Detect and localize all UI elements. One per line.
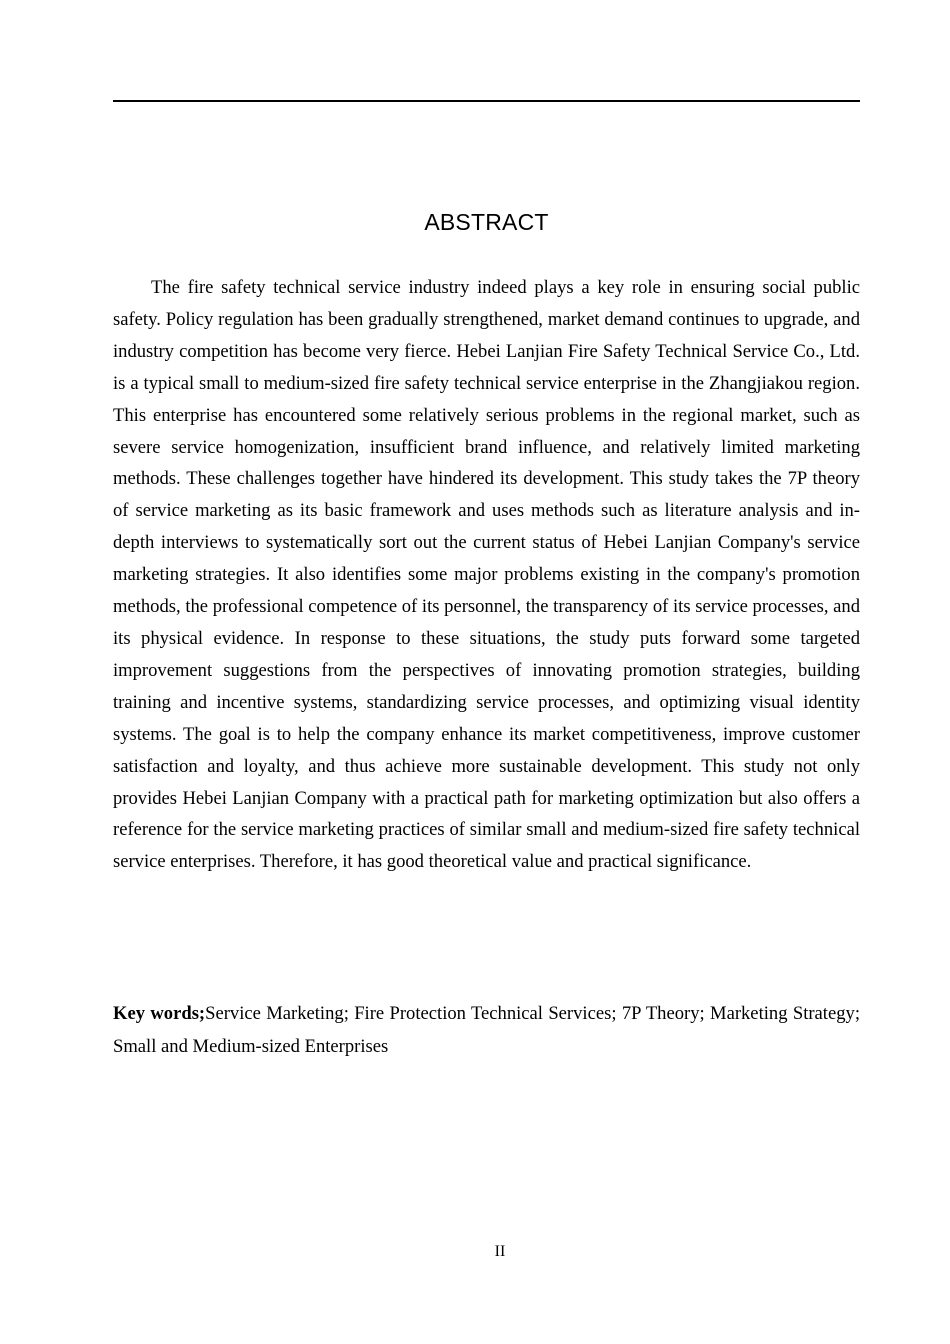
abstract-body: The fire safety technical service industry indeed plays a key role in ensuring social public safety. Policy regulation has been gradually strengthened, market demand continues to upgrade, and industry competition has become very fierce. Hebei Lanjian Fire Safety Technical Service Co., Ltd. is a typical small to medium-sized fire safety technical service enterprise in the Zhangjiakou region. This enterprise has encountered some relatively serious problems in the regional market, such as severe service homogenization, insufficient brand influence, and relatively limited marketing methods. These challenges together have hindered its development. This study takes the 7P theory of service marketing as its basic framework and uses methods such as literature analysis and in-depth interviews to systematically sort out the current status of Hebei Lanjian Company's service marketing strategies. It also identifies some major problems existing in the company's promotion methods, the professional competence of its personnel, the transparency of its service processes, and its physical evidence. In response to these situations, the study puts forward some targeted improvement suggestions from the perspectives of innovating promotion strategies, building training and incentive systems, standardizing service processes, and optimizing visual identity systems. The goal is to help the company enhance its market competitiveness, improve customer satisfaction and loyalty, and thus achieve more sustainable development. This study not only provides Hebei Lanjian Company with a practical path for marketing optimization but also offers a reference for the service marketing practices of similar small and medium-sized fire safety technical service enterprises. Therefore, it has good theoretical value and practical significance.: [113, 277, 860, 873]
keywords-paragraph: [113, 998, 860, 1063]
header-rule: [113, 100, 860, 102]
abstract-title: ABSTRACT: [424, 209, 549, 235]
keywords-text: Service Marketing; Fire Protection Technical Services; 7P Theory; Marketing Strategy; Small and Medium-sized Enterprises: [113, 1003, 860, 1057]
page-number: II: [494, 1243, 506, 1260]
keywords-label: Key words;: [113, 1003, 206, 1024]
